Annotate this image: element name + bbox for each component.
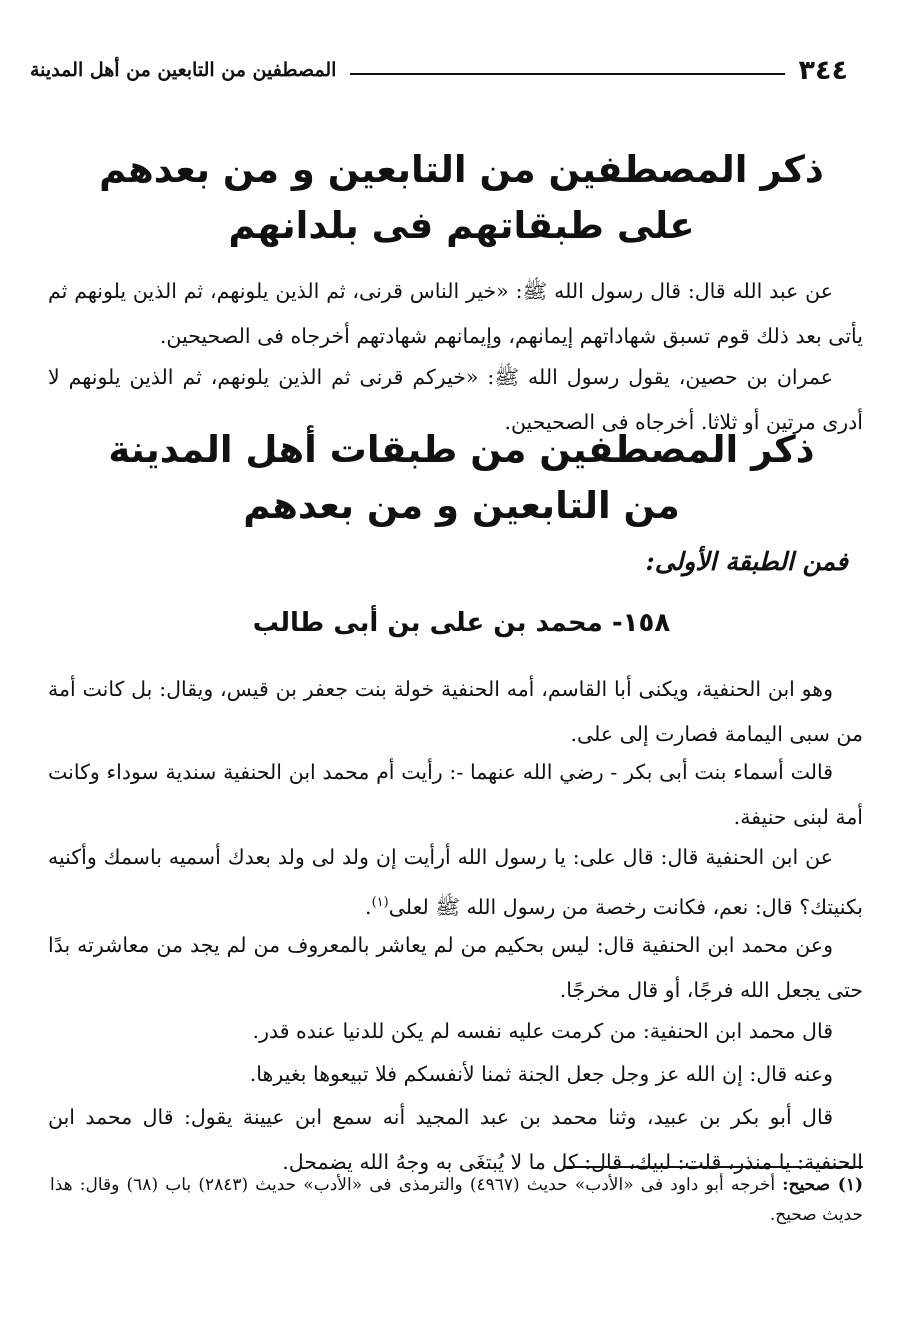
paragraph-bio-3-text: عن ابن الحنفية قال: قال على: يا رسول الله أرأيت إن ولد لى ولد بعدك أسميه باسمك وأكنيه بكنيتك؟ قال: نعم، فكانت رخصة من رسول الله ﷺ لعلى bbox=[48, 844, 863, 919]
page-number: ٣٤٤ bbox=[798, 54, 848, 86]
running-title: المصطفين من التابعين من أهل المدينة bbox=[30, 59, 337, 81]
paragraph-bio-7: قال أبو بكر بن عبيد، وثنا محمد بن عبد المجيد أنه سمع ابن عيينة يقول: قال محمد ابن الحنفية: يا منذر، قلت: لبيك، قال: كل ما لا يُبتغَى به وجهُ الله يضمحل. bbox=[48, 1104, 863, 1174]
paragraph-bio-3 bbox=[48, 835, 863, 930]
paragraph-bio-4: وعن محمد ابن الحنفية قال: ليس بحكيم من لم يعاشر بالمعروف من لم يجد من معاشرته بدًا حتى يجعل الله فرجًا، أو قال مخرجًا. bbox=[48, 932, 863, 1002]
footnote-text: أخرجه أبو داود فى «الأدب» حديث (٤٩٦٧) والترمذى فى «الأدب» حديث (٢٨٤٣) باب (٦٨) وقال: هذا حديث صحيح. bbox=[50, 1175, 863, 1225]
paragraph-bio-2: قالت أسماء بنت أبى بكر - رضي الله عنهما -: رأيت أم محمد ابن الحنفية سندية سوداء وكانت أمة لبنى حنيفة. bbox=[48, 759, 863, 829]
paragraph-bio-5: قال محمد ابن الحنفية: من كرمت عليه نفسه لم يكن للدنيا عنده قدر. bbox=[252, 1018, 833, 1043]
paragraph-bio-1: وهو ابن الحنفية، ويكنى أبا القاسم، أمه الحنفية خولة بنت جعفر بن قيس، ويقال: بل كانت أمة من سبى اليمامة فصارت إلى على. bbox=[48, 676, 863, 746]
footnote bbox=[50, 1170, 863, 1230]
class-subheading: فمن الطبقة الأولى: bbox=[645, 547, 848, 576]
paragraph-bio-6: وعنه قال: إن الله عز وجل جعل الجنة ثمنا لأنفسكم فلا تبيعوها بغيرها. bbox=[249, 1061, 833, 1086]
footnote-label: (١) صحيح: bbox=[782, 1175, 863, 1195]
header-rule bbox=[350, 73, 784, 75]
running-header bbox=[30, 50, 848, 90]
section-heading-2-line-2: من التابعين و من بعدهم bbox=[243, 484, 680, 527]
paragraph-hadith-1: عن عبد الله قال: قال رسول الله ﷺ: «خير الناس قرنى، ثم الذين يلونهم، ثم الذين يلونهم ثم يأتى بعد ذلك قوم تسبق شهاداتهم إيمانهم، وإيمانهم شهادتهم أخرجاه فى الصحيحين. bbox=[48, 278, 863, 348]
section-heading-1-line-1: ذكر المصطفين من التابعين و من بعدهم bbox=[99, 148, 824, 191]
paragraph-bio-3-end: . bbox=[365, 894, 372, 919]
footnote-marker: (١) bbox=[371, 894, 389, 910]
section-heading-2-line-1: ذكر المصطفين من طبقات أهل المدينة bbox=[108, 428, 815, 471]
section-heading-1-line-2: على طبقاتهم فى بلدانهم bbox=[228, 204, 695, 247]
paragraph-hadith-2: عمران بن حصين، يقول رسول الله ﷺ: «خيركم قرنى ثم الذين يلونهم، ثم الذين يلونهم لا أدرى مرتين أو ثلاثا. أخرجاه فى الصحيحين. bbox=[48, 364, 863, 434]
biography-title: ١٥٨- محمد بن على بن أبى طالب bbox=[252, 608, 671, 638]
footnote-rule bbox=[563, 1166, 863, 1168]
